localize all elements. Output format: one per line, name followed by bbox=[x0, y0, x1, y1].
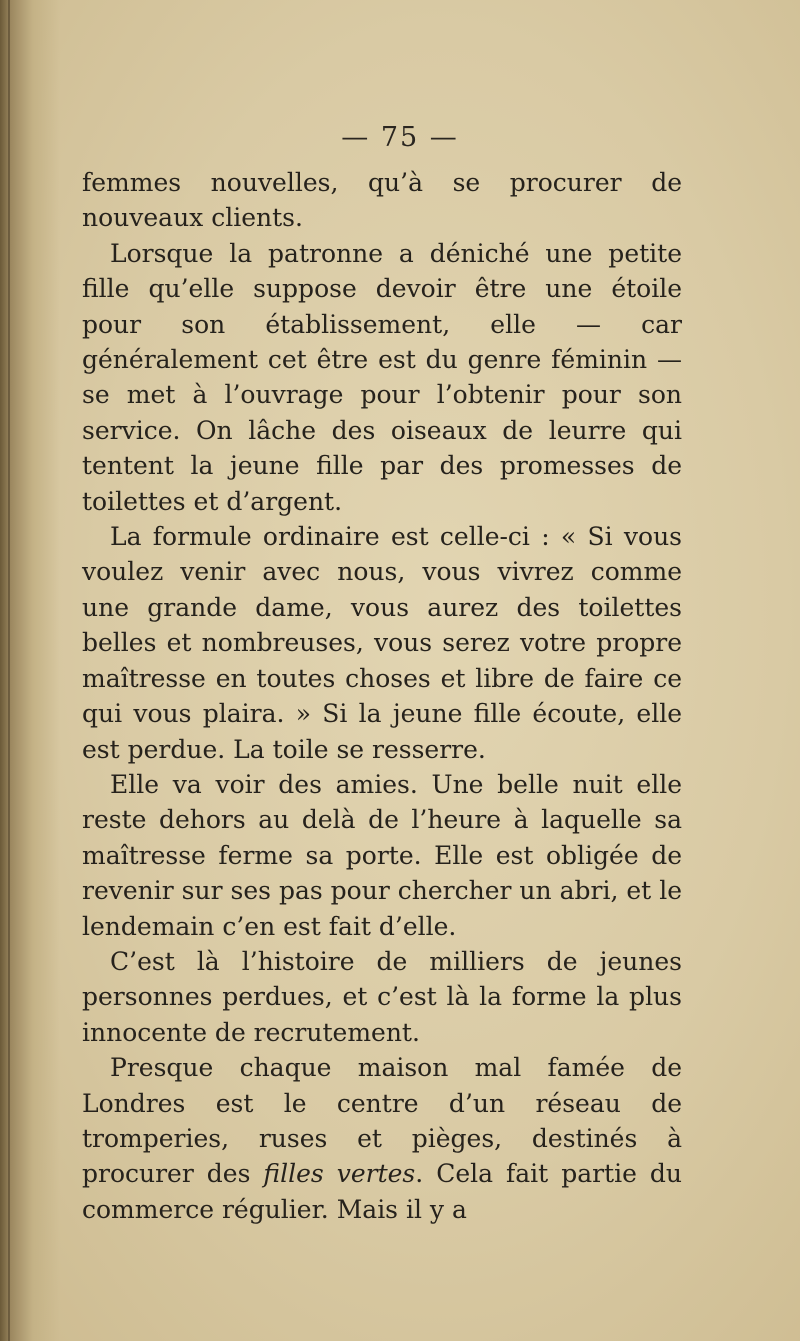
paragraph-6-start: Presque chaque maison mal famée de Londres est le centre d’un réseau de tromperies, ruses et pièges, destinés à procurer des bbox=[82, 1053, 682, 1189]
italic-phrase: filles vertes bbox=[263, 1159, 416, 1189]
page-number: — 75 — bbox=[341, 122, 459, 153]
paragraph-2: Lorsque la patronne a déniché une petite fille qu’elle suppose devoir être une étoile pour son établissement, elle — car généralement cet être est du genre féminin — se met à l’ouvrage pour l’obtenir pour son service. On lâche des oiseaux de leurre qui tentent la jeune fille par des promesses de toilettes et d’argent. bbox=[82, 238, 682, 516]
paragraph-6 bbox=[82, 1050, 682, 1227]
paragraph-5: C’est là l’histoire de milliers de jeunes personnes perdues, et c’est là la forme la plus innocente de recrutement. bbox=[82, 946, 682, 1047]
paragraph-6-end: . Cela fait partie du commerce régulier. Mais il y a bbox=[82, 1159, 682, 1224]
paragraph-3: La formule ordinaire est celle-ci : « Si vous voulez venir avec nous, vous vivrez comme une grande dame, vous aurez des toilettes belles et nombreuses, vous serez votre propre maîtresse en toutes choses et libre de faire ce qui vous plaira. » Si la jeune fille écoute, elle est perdue. La toile se resserre. bbox=[82, 522, 682, 764]
paragraph-4: Elle va voir des amies. Une belle nuit elle reste dehors au delà de l’heure à laquelle sa maîtresse ferme sa porte. Elle est obligée de revenir sur ses pas pour chercher un abri, et le lendemain c’en est fait d’elle. bbox=[82, 769, 682, 941]
paragraph-1: femmes nouvelles, qu’à se procurer de nouveaux clients. bbox=[82, 168, 682, 233]
binding-edge bbox=[8, 0, 10, 1341]
body-text bbox=[82, 165, 682, 1227]
